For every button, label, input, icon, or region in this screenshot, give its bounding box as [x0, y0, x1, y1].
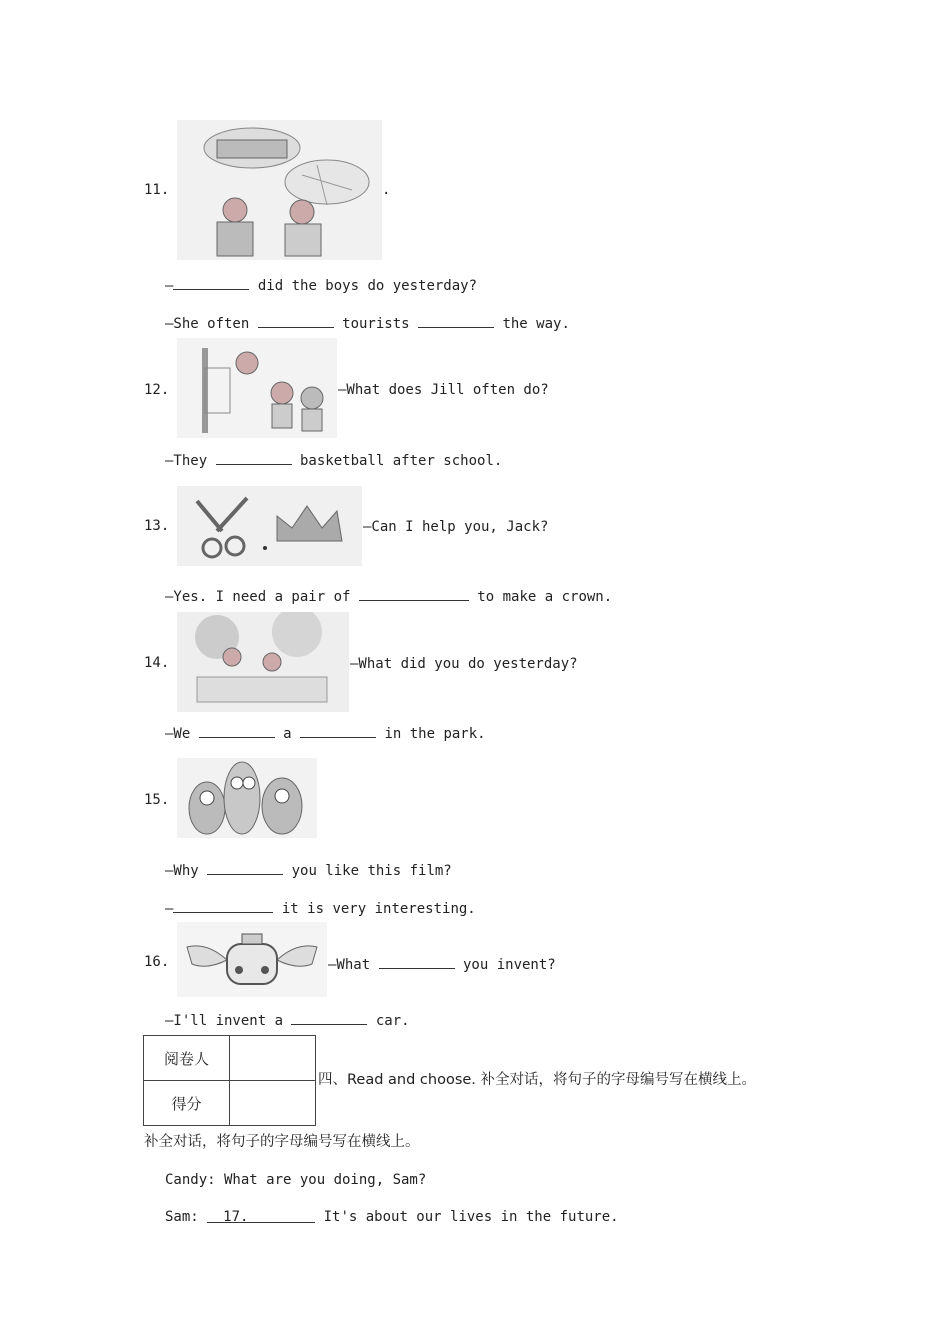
question-14-picture [177, 612, 349, 712]
answer-blank[interactable] [418, 313, 494, 328]
question-11-number: 11. [144, 182, 170, 198]
answer-blank-17[interactable]: 17. [207, 1208, 315, 1223]
question-15-line-1: —Why you like this film? [165, 860, 452, 880]
dialog-line-sam: Sam: 17. It's about our lives in the future. [165, 1209, 619, 1225]
question-11-line-2: —She often tourists the way. [165, 313, 570, 333]
question-13-number: 13. [144, 518, 170, 534]
question-12-prompt: —What does Jill often do? [338, 382, 549, 398]
dialog-line-candy: Candy: What are you doing, Sam? [165, 1172, 427, 1188]
question-15-line-2: — it is very interesting. [165, 898, 476, 918]
answer-blank[interactable] [216, 450, 292, 465]
answer-blank[interactable] [173, 898, 273, 913]
question-12-line-1: —They basketball after school. [165, 450, 502, 470]
score-table [143, 1035, 316, 1126]
answer-blank[interactable] [379, 954, 455, 969]
question-13-picture [177, 486, 362, 566]
question-15-number: 15. [144, 792, 170, 808]
answer-blank[interactable] [207, 860, 283, 875]
reviewer-cell[interactable] [230, 1036, 316, 1081]
question-15-picture [177, 758, 317, 838]
question-13-line-1: —Yes. I need a pair of to make a crown. [165, 586, 612, 606]
question-16-prompt: —What you invent? [328, 954, 556, 974]
question-11-trail: . [382, 182, 391, 198]
answer-blank[interactable] [258, 313, 334, 328]
question-12-number: 12. [144, 382, 170, 398]
answer-blank[interactable] [173, 275, 249, 290]
answer-blank[interactable] [300, 723, 376, 738]
question-12-picture [177, 338, 337, 438]
question-16-picture [177, 922, 327, 997]
reviewer-label: 阅卷人 [144, 1036, 230, 1081]
answer-blank[interactable] [359, 586, 469, 601]
answer-blank[interactable] [199, 723, 275, 738]
question-16-line-1: —I'll invent a car. [165, 1010, 410, 1030]
score-cell[interactable] [230, 1081, 316, 1126]
question-14-line-1: —We a in the park. [165, 723, 486, 743]
question-13-prompt: —Can I help you, Jack? [363, 519, 549, 535]
section-4-instruction: 补全对话，将句子的字母编号写在横线上。 [144, 1134, 420, 1150]
score-label: 得分 [144, 1081, 230, 1126]
question-14-prompt: —What did you do yesterday? [350, 656, 578, 672]
question-16-number: 16. [144, 954, 170, 970]
question-11-picture [177, 120, 382, 260]
section-4-title: 四、Read and choose. 补全对话，将句子的字母编号写在横线上。 [318, 1072, 757, 1088]
answer-blank[interactable] [291, 1010, 367, 1025]
question-14-number: 14. [144, 655, 170, 671]
question-11-line-1: — did the boys do yesterday? [165, 275, 477, 295]
